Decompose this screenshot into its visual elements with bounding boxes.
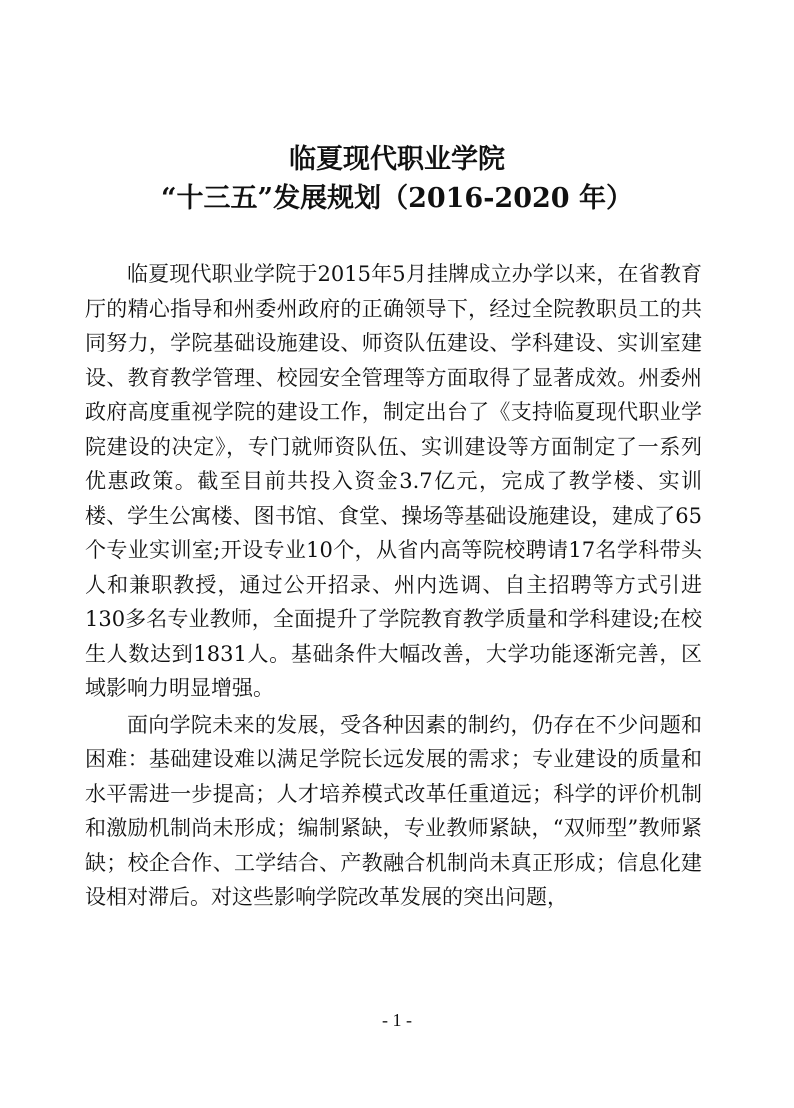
paragraph-1: 临夏现代职业学院于2015年5月挂牌成立办学以来，在省教育厅的精心指导和州委州政府的正确领导下，经过全院教职员工的共同努力，学院基础设施建设、师资队伍建设、学科建设、实训室建设、教育教学管理、校园安全管理等方面取得了显著成效。州委州政府高度重视学院的建设工作，制定出台了《支持临夏现代职业学院建设的决定》，专门就师资队伍、实训建设等方面制定了一系列优惠政策。截至目前共投入资金3.7亿元，完成了教学楼、实训楼、学生公寓楼、图书馆、食堂、操场等基础设施建设，建成了65个专业实训室;开设专业10个，从省内高等院校聘请17名学科带头人和兼职教授，通过公开招录、州内选调、自主招聘等方式引进130多名专业教师，全面提升了学院教育教学质量和学科建设;在校生人数达到1831人。基础条件大幅改善，大学功能逐渐完善，区域影响力明显增强。 — [85, 262, 702, 700]
title-line-1: 临夏现代职业学院 — [289, 144, 505, 175]
paragraph-2: 面向学院未来的发展，受各种因素的制约，仍存在不少问题和困难：基础建设难以满足学院长远发展的需求；专业建设的质量和水平需进一步提高；人才培养模式改革任重道远；科学的评价机制和激励机制尚未形成；编制紧缺，专业教师紧缺，“双师型”教师紧缺；校企合作、工学结合、产教融合机制尚未真正形成；信息化建设相对滞后。对这些影响学院改革发展的突出问题， — [85, 712, 702, 909]
page-number: - 1 - — [382, 1010, 412, 1030]
document-body — [85, 257, 702, 917]
document-title — [0, 140, 794, 218]
title-line-2: “十三五”发展规划（2016-2020 年） — [161, 183, 633, 214]
